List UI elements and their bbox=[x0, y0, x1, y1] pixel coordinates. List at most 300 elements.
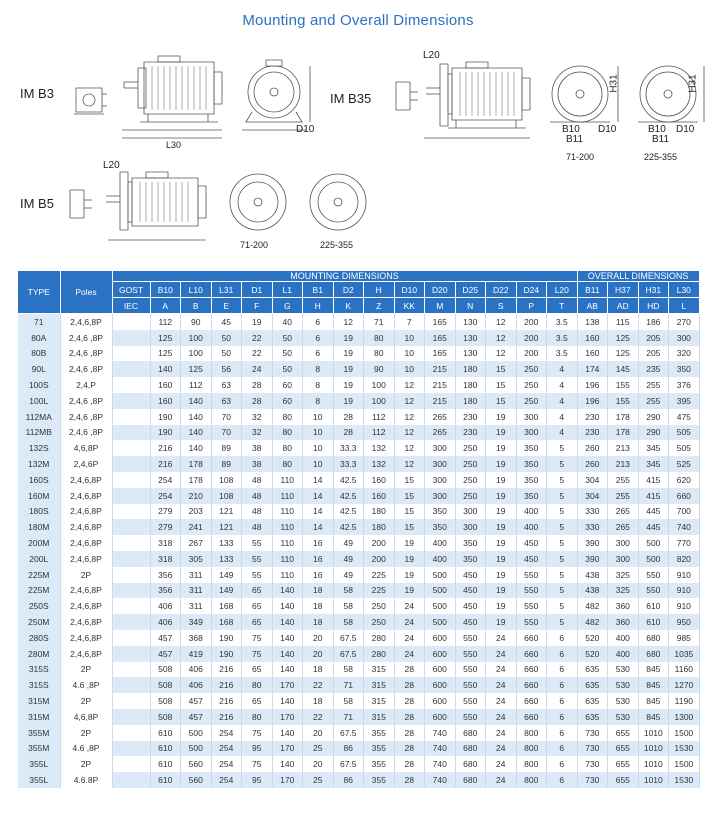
table-cell: 255 bbox=[638, 377, 669, 393]
type-cell: 315S bbox=[18, 662, 60, 678]
table-cell: 4 bbox=[547, 377, 578, 393]
table-cell: 406 bbox=[150, 598, 181, 614]
table-cell: 12 bbox=[333, 314, 364, 330]
poles-cell: 2,4,6 ,8P bbox=[60, 393, 112, 409]
poles-cell: 2,4,6,8P bbox=[60, 535, 112, 551]
poles-cell: 2,4,6 ,8P bbox=[60, 330, 112, 346]
table-cell: 349 bbox=[181, 614, 212, 630]
table-cell: 140 bbox=[272, 614, 303, 630]
table-cell: 1500 bbox=[669, 756, 700, 772]
table-cell: 950 bbox=[669, 614, 700, 630]
type-cell: 80A bbox=[18, 330, 60, 346]
spacer-cell bbox=[112, 377, 150, 393]
range-71-200-top: 71-200 bbox=[566, 152, 595, 162]
table-cell: 845 bbox=[638, 677, 669, 693]
table-cell: 205 bbox=[638, 330, 669, 346]
table-cell: 215 bbox=[425, 393, 456, 409]
type-cell: 132M bbox=[18, 456, 60, 472]
table-cell: 265 bbox=[425, 409, 456, 425]
table-cell: 216 bbox=[150, 440, 181, 456]
table-cell: 45 bbox=[211, 314, 242, 330]
table-cell: 6 bbox=[547, 646, 578, 662]
table-cell: 80 bbox=[242, 677, 273, 693]
gost-col-header: D2 bbox=[333, 282, 364, 298]
table-cell: 6 bbox=[547, 756, 578, 772]
table-cell: 6 bbox=[547, 741, 578, 757]
table-cell: 200 bbox=[516, 346, 547, 362]
type-cell: 355M bbox=[18, 725, 60, 741]
type-cell: 355L bbox=[18, 772, 60, 788]
table-cell: 200 bbox=[516, 330, 547, 346]
table-cell: 19 bbox=[486, 598, 517, 614]
dim-h31: H31 bbox=[608, 74, 620, 93]
table-cell: 140 bbox=[181, 425, 212, 441]
table-cell: 100 bbox=[364, 377, 395, 393]
table-row bbox=[18, 488, 699, 504]
table-cell: 48 bbox=[242, 472, 273, 488]
gost-col-header: B10 bbox=[150, 282, 181, 298]
table-cell: 213 bbox=[608, 440, 639, 456]
table-cell: 110 bbox=[272, 535, 303, 551]
table-cell: 86 bbox=[333, 772, 364, 788]
table-cell: 265 bbox=[608, 519, 639, 535]
table-cell: 28 bbox=[394, 677, 425, 693]
type-cell: 112MA bbox=[18, 409, 60, 425]
table-cell: 457 bbox=[181, 693, 212, 709]
table-cell: 300 bbox=[425, 488, 456, 504]
table-cell: 75 bbox=[242, 630, 273, 646]
table-cell: 28 bbox=[394, 741, 425, 757]
table-cell: 376 bbox=[669, 377, 700, 393]
table-cell: 12 bbox=[394, 440, 425, 456]
table-cell: 415 bbox=[638, 472, 669, 488]
iec-col-header: A bbox=[150, 298, 181, 314]
label-im-b5: IM B5 bbox=[20, 196, 54, 211]
table-cell: 65 bbox=[242, 614, 273, 630]
table-cell: 24 bbox=[394, 598, 425, 614]
table-cell: 50 bbox=[211, 330, 242, 346]
table-row bbox=[18, 393, 699, 409]
table-cell: 395 bbox=[669, 393, 700, 409]
table-cell: 133 bbox=[211, 535, 242, 551]
gost-col-header: L1 bbox=[272, 282, 303, 298]
table-cell: 155 bbox=[608, 377, 639, 393]
table-cell: 10 bbox=[303, 409, 334, 425]
table-cell: 230 bbox=[577, 409, 608, 425]
table-row bbox=[18, 614, 699, 630]
table-cell: 19 bbox=[486, 583, 517, 599]
poles-cell: 4,6,8P bbox=[60, 709, 112, 725]
table-cell: 5 bbox=[547, 519, 578, 535]
table-cell: 330 bbox=[577, 504, 608, 520]
table-cell: 985 bbox=[669, 630, 700, 646]
table-cell: 730 bbox=[577, 756, 608, 772]
table-cell: 19 bbox=[486, 425, 517, 441]
table-cell: 19 bbox=[486, 551, 517, 567]
table-cell: 600 bbox=[425, 693, 456, 709]
iec-col-header: P bbox=[516, 298, 547, 314]
spacer-cell bbox=[112, 614, 150, 630]
table-cell: 1010 bbox=[638, 756, 669, 772]
table-cell: 12 bbox=[394, 425, 425, 441]
spacer-cell bbox=[112, 504, 150, 520]
table-cell: 160 bbox=[364, 488, 395, 504]
gost-col-header: D10 bbox=[394, 282, 425, 298]
table-cell: 300 bbox=[425, 440, 456, 456]
iec-col-header: AD bbox=[608, 298, 639, 314]
table-cell: 5 bbox=[547, 456, 578, 472]
table-cell: 132 bbox=[364, 440, 395, 456]
table-cell: 55 bbox=[242, 567, 273, 583]
table-cell: 28 bbox=[333, 409, 364, 425]
iec-col-header: H bbox=[303, 298, 334, 314]
table-cell: 138 bbox=[577, 314, 608, 330]
imb5-front-view-71-200 bbox=[226, 170, 292, 236]
table-cell: 280 bbox=[364, 630, 395, 646]
spacer-cell bbox=[112, 472, 150, 488]
table-cell: 1160 bbox=[669, 662, 700, 678]
table-cell: 311 bbox=[181, 598, 212, 614]
table-cell: 250 bbox=[516, 393, 547, 409]
iec-col-header: L bbox=[669, 298, 700, 314]
table-cell: 300 bbox=[516, 425, 547, 441]
table-cell: 740 bbox=[425, 725, 456, 741]
table-cell: 24 bbox=[486, 709, 517, 725]
table-cell: 250 bbox=[516, 361, 547, 377]
table-cell: 315 bbox=[364, 677, 395, 693]
table-cell: 55 bbox=[242, 551, 273, 567]
table-cell: 10 bbox=[303, 440, 334, 456]
table-cell: 168 bbox=[211, 614, 242, 630]
table-cell: 190 bbox=[150, 425, 181, 441]
table-cell: 63 bbox=[211, 393, 242, 409]
table-cell: 820 bbox=[669, 551, 700, 567]
table-cell: 6 bbox=[547, 725, 578, 741]
table-cell: 265 bbox=[425, 425, 456, 441]
table-cell: 350 bbox=[669, 361, 700, 377]
type-cell: 132S bbox=[18, 440, 60, 456]
table-cell: 318 bbox=[150, 551, 181, 567]
table-cell: 19 bbox=[333, 393, 364, 409]
table-cell: 215 bbox=[425, 377, 456, 393]
type-cell: 225M bbox=[18, 567, 60, 583]
table-cell: 445 bbox=[638, 504, 669, 520]
poles-cell: 4,6,8P bbox=[60, 440, 112, 456]
iec-col-header: AB bbox=[577, 298, 608, 314]
table-cell: 300 bbox=[608, 535, 639, 551]
table-cell: 58 bbox=[333, 693, 364, 709]
table-row bbox=[18, 472, 699, 488]
table-cell: 660 bbox=[516, 709, 547, 725]
table-cell: 225 bbox=[364, 583, 395, 599]
iec-col-header: Z bbox=[364, 298, 395, 314]
table-cell: 610 bbox=[150, 772, 181, 788]
table-cell: 250 bbox=[455, 440, 486, 456]
table-cell: 600 bbox=[425, 677, 456, 693]
table-cell: 500 bbox=[425, 598, 456, 614]
table-cell: 450 bbox=[516, 551, 547, 567]
table-cell: 300 bbox=[425, 456, 456, 472]
table-cell: 14 bbox=[303, 519, 334, 535]
table-cell: 345 bbox=[638, 440, 669, 456]
table-cell: 300 bbox=[455, 504, 486, 520]
table-cell: 3.5 bbox=[547, 330, 578, 346]
poles-header: Poles bbox=[60, 271, 112, 314]
table-cell: 24 bbox=[394, 614, 425, 630]
table-cell: 5 bbox=[547, 488, 578, 504]
table-cell: 140 bbox=[272, 662, 303, 678]
table-cell: 89 bbox=[211, 456, 242, 472]
table-cell: 42.5 bbox=[333, 488, 364, 504]
table-cell: 500 bbox=[638, 535, 669, 551]
table-cell: 108 bbox=[211, 488, 242, 504]
table-cell: 20 bbox=[303, 646, 334, 662]
table-cell: 28 bbox=[394, 662, 425, 678]
table-cell: 70 bbox=[211, 425, 242, 441]
table-cell: 610 bbox=[150, 756, 181, 772]
type-cell: 200L bbox=[18, 551, 60, 567]
table-cell: 38 bbox=[242, 456, 273, 472]
table-cell: 38 bbox=[242, 440, 273, 456]
table-cell: 170 bbox=[272, 741, 303, 757]
table-cell: 406 bbox=[181, 677, 212, 693]
table-cell: 40 bbox=[272, 314, 303, 330]
table-cell: 55 bbox=[242, 535, 273, 551]
label-im-b35: IM B35 bbox=[330, 91, 372, 106]
table-cell: 14 bbox=[303, 488, 334, 504]
table-cell: 24 bbox=[242, 361, 273, 377]
table-cell: 360 bbox=[608, 598, 639, 614]
table-cell: 75 bbox=[242, 725, 273, 741]
table-row bbox=[18, 741, 699, 757]
table-cell: 100 bbox=[364, 393, 395, 409]
table-cell: 19 bbox=[394, 551, 425, 567]
type-cell: 280M bbox=[18, 646, 60, 662]
table-cell: 190 bbox=[150, 409, 181, 425]
table-cell: 610 bbox=[150, 725, 181, 741]
table-cell: 400 bbox=[516, 519, 547, 535]
table-cell: 304 bbox=[577, 472, 608, 488]
table-cell: 500 bbox=[638, 551, 669, 567]
table-row bbox=[18, 772, 699, 788]
type-cell: 160M bbox=[18, 488, 60, 504]
table-cell: 254 bbox=[211, 772, 242, 788]
table-cell: 660 bbox=[516, 630, 547, 646]
table-cell: 6 bbox=[303, 314, 334, 330]
iec-col-header: HD bbox=[638, 298, 669, 314]
spacer-cell bbox=[112, 409, 150, 425]
type-cell: 355M bbox=[18, 741, 60, 757]
table-cell: 216 bbox=[211, 693, 242, 709]
table-cell: 12 bbox=[486, 330, 517, 346]
poles-cell: 4.6.8P bbox=[60, 772, 112, 788]
table-cell: 350 bbox=[516, 456, 547, 472]
range-71-200-bottom: 71-200 bbox=[240, 240, 269, 250]
table-cell: 445 bbox=[638, 519, 669, 535]
table-cell: 520 bbox=[577, 646, 608, 662]
table-cell: 304 bbox=[577, 488, 608, 504]
table-cell: 635 bbox=[577, 662, 608, 678]
table-cell: 33.3 bbox=[333, 440, 364, 456]
table-cell: 290 bbox=[638, 409, 669, 425]
type-header: TYPE bbox=[18, 271, 60, 314]
table-cell: 250 bbox=[364, 598, 395, 614]
table-cell: 254 bbox=[211, 756, 242, 772]
table-cell: 635 bbox=[577, 709, 608, 725]
table-row bbox=[18, 583, 699, 599]
table-cell: 600 bbox=[425, 709, 456, 725]
table-cell: 419 bbox=[181, 646, 212, 662]
spacer-cell bbox=[112, 772, 150, 788]
table-cell: 300 bbox=[425, 472, 456, 488]
table-cell: 550 bbox=[516, 598, 547, 614]
table-cell: 5 bbox=[547, 535, 578, 551]
table-cell: 680 bbox=[455, 772, 486, 788]
table-cell: 390 bbox=[577, 551, 608, 567]
poles-cell: 2P bbox=[60, 567, 112, 583]
table-cell: 450 bbox=[455, 598, 486, 614]
table-cell: 213 bbox=[608, 456, 639, 472]
table-cell: 254 bbox=[150, 488, 181, 504]
spacer-cell bbox=[112, 393, 150, 409]
poles-cell: 2P bbox=[60, 725, 112, 741]
table-cell: 550 bbox=[516, 614, 547, 630]
table-cell: 28 bbox=[394, 756, 425, 772]
range-225-355-top: 225-355 bbox=[644, 152, 678, 162]
table-cell: 58 bbox=[333, 598, 364, 614]
dim-d10-c: D10 bbox=[676, 124, 695, 135]
gost-col-header: B11 bbox=[577, 282, 608, 298]
table-cell: 49 bbox=[333, 535, 364, 551]
dim-l20-b5: L20 bbox=[103, 160, 120, 171]
table-cell: 24 bbox=[486, 630, 517, 646]
spacer-cell bbox=[112, 456, 150, 472]
table-cell: 300 bbox=[608, 551, 639, 567]
table-cell: 180 bbox=[455, 393, 486, 409]
table-row bbox=[18, 425, 699, 441]
table-row bbox=[18, 646, 699, 662]
table-cell: 600 bbox=[425, 662, 456, 678]
table-cell: 32 bbox=[242, 425, 273, 441]
table-cell: 8 bbox=[303, 393, 334, 409]
imb35-side-view bbox=[420, 58, 538, 146]
table-cell: 28 bbox=[394, 693, 425, 709]
gost-col-header: D20 bbox=[425, 282, 456, 298]
table-cell: 216 bbox=[211, 677, 242, 693]
table-cell: 12 bbox=[394, 377, 425, 393]
table-cell: 190 bbox=[211, 630, 242, 646]
table-cell: 300 bbox=[669, 330, 700, 346]
table-cell: 32 bbox=[242, 409, 273, 425]
table-cell: 350 bbox=[455, 551, 486, 567]
table-cell: 6 bbox=[547, 630, 578, 646]
table-cell: 1500 bbox=[669, 725, 700, 741]
table-cell: 112 bbox=[150, 314, 181, 330]
table-cell: 660 bbox=[516, 677, 547, 693]
dimensions-table-body bbox=[18, 314, 699, 788]
table-cell: 635 bbox=[577, 677, 608, 693]
poles-cell: 2P bbox=[60, 693, 112, 709]
table-cell: 241 bbox=[181, 519, 212, 535]
table-cell: 56 bbox=[211, 361, 242, 377]
table-cell: 178 bbox=[608, 425, 639, 441]
table-cell: 910 bbox=[669, 567, 700, 583]
table-cell: 740 bbox=[425, 772, 456, 788]
table-cell: 600 bbox=[425, 630, 456, 646]
gost-col-header: L30 bbox=[669, 282, 700, 298]
spacer-cell bbox=[112, 646, 150, 662]
spacer-cell bbox=[112, 330, 150, 346]
gost-col-header: L10 bbox=[181, 282, 212, 298]
table-cell: 279 bbox=[150, 504, 181, 520]
table-cell: 10 bbox=[394, 361, 425, 377]
table-cell: 180 bbox=[455, 361, 486, 377]
table-cell: 28 bbox=[333, 425, 364, 441]
table-cell: 800 bbox=[516, 772, 547, 788]
spacer-cell bbox=[112, 488, 150, 504]
spacer-cell bbox=[112, 725, 150, 741]
table-cell: 730 bbox=[577, 725, 608, 741]
imb5-front-view-225-355 bbox=[306, 170, 372, 236]
spacer-cell bbox=[112, 662, 150, 678]
imb35-small-side-view bbox=[390, 74, 420, 118]
table-cell: 50 bbox=[211, 346, 242, 362]
table-row bbox=[18, 567, 699, 583]
table-cell: 406 bbox=[181, 662, 212, 678]
table-cell: 3.5 bbox=[547, 346, 578, 362]
table-cell: 16 bbox=[303, 535, 334, 551]
dim-b11-b: B11 bbox=[652, 134, 670, 145]
table-row bbox=[18, 377, 699, 393]
table-cell: 80 bbox=[364, 330, 395, 346]
table-cell: 19 bbox=[486, 535, 517, 551]
table-cell: 19 bbox=[394, 535, 425, 551]
type-cell: 180M bbox=[18, 519, 60, 535]
table-cell: 230 bbox=[455, 425, 486, 441]
poles-cell: 2,4,6P bbox=[60, 456, 112, 472]
type-cell: 71 bbox=[18, 314, 60, 330]
table-cell: 71 bbox=[333, 709, 364, 725]
table-cell: 160 bbox=[364, 472, 395, 488]
table-cell: 140 bbox=[272, 630, 303, 646]
table-cell: 12 bbox=[486, 314, 517, 330]
table-cell: 345 bbox=[638, 456, 669, 472]
table-cell: 1530 bbox=[669, 772, 700, 788]
iec-col-header: M bbox=[425, 298, 456, 314]
table-cell: 279 bbox=[150, 519, 181, 535]
table-cell: 178 bbox=[181, 472, 212, 488]
poles-cell: 2,4,6 ,8P bbox=[60, 409, 112, 425]
table-cell: 350 bbox=[516, 472, 547, 488]
table-row bbox=[18, 504, 699, 520]
table-cell: 110 bbox=[272, 519, 303, 535]
table-cell: 482 bbox=[577, 614, 608, 630]
table-cell: 360 bbox=[608, 614, 639, 630]
table-cell: 71 bbox=[364, 314, 395, 330]
table-cell: 4 bbox=[547, 393, 578, 409]
iec-col-header: B bbox=[181, 298, 212, 314]
table-cell: 550 bbox=[455, 709, 486, 725]
type-cell: 315M bbox=[18, 693, 60, 709]
table-cell: 65 bbox=[242, 662, 273, 678]
table-cell: 315 bbox=[364, 662, 395, 678]
table-cell: 112 bbox=[364, 425, 395, 441]
table-cell: 22 bbox=[242, 346, 273, 362]
iec-col-header: G bbox=[272, 298, 303, 314]
table-cell: 300 bbox=[455, 519, 486, 535]
table-cell: 140 bbox=[272, 583, 303, 599]
table-cell: 1035 bbox=[669, 646, 700, 662]
